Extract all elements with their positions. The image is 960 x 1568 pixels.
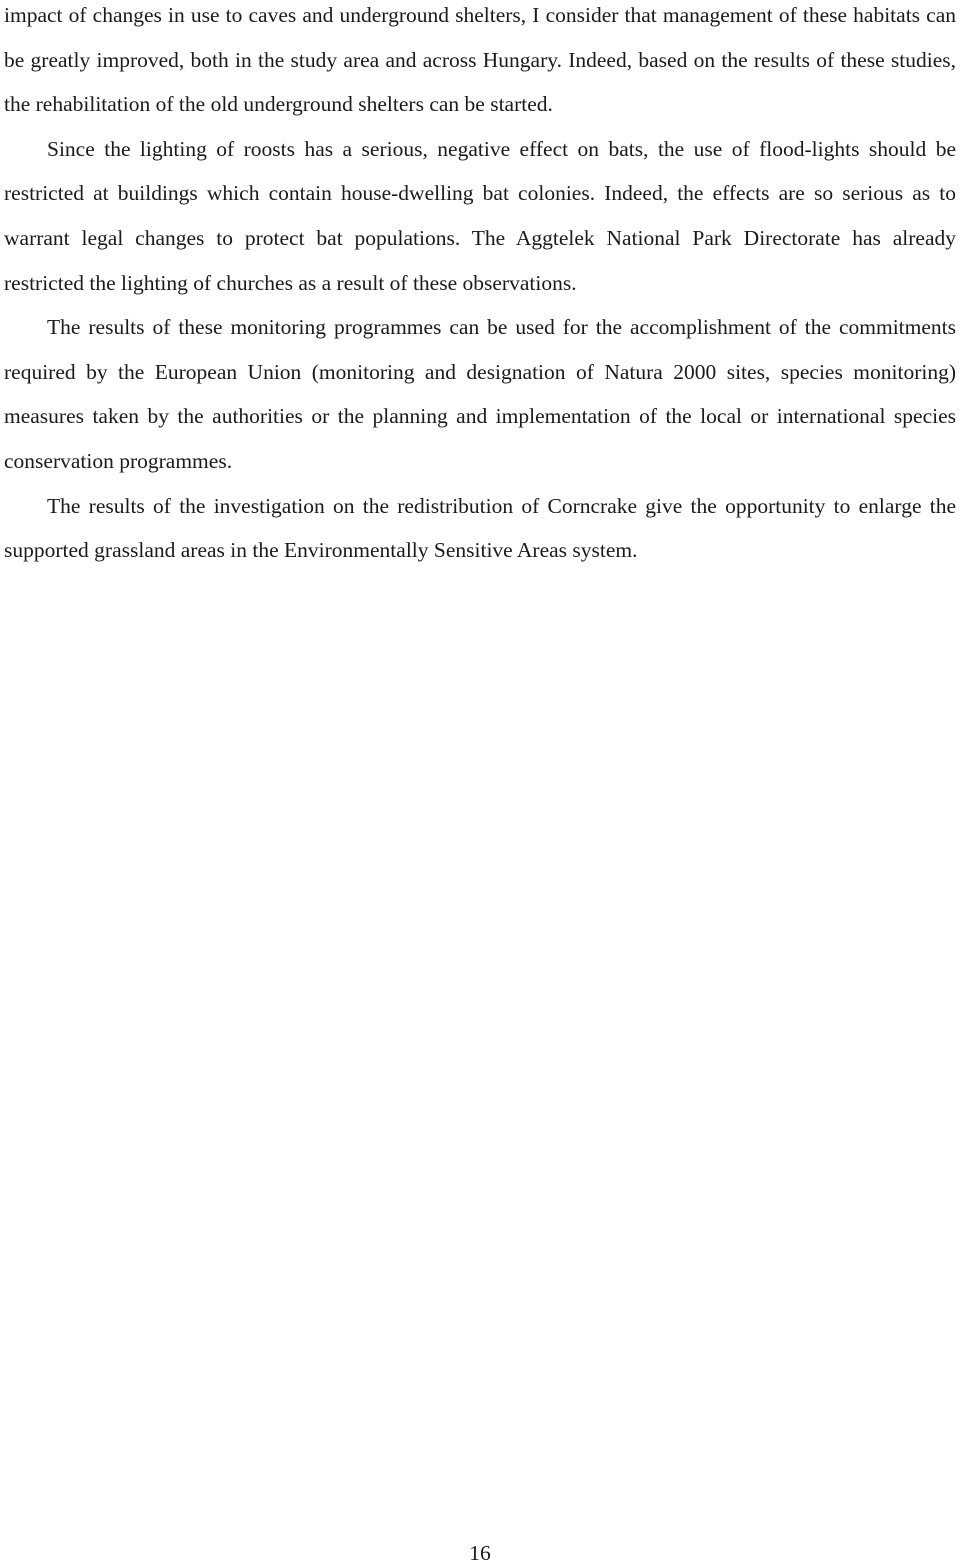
paragraph-4: The results of the investigation on the redistribution of Corncrake give the opportunity to enlarge the supported grassland areas in the Environmentally Sensitive Areas system. [4, 493, 956, 563]
paragraph-2: Since the lighting of roosts has a serious, negative effect on bats, the use of flood-lights should be restricted at buildings which contain house-dwelling bat colonies. Indeed, the effects are so serious as to warrant legal changes to protect bat populations. The Aggtelek National Park Directorate has already restricted the lighting of churches as a result of these observations. [4, 136, 956, 295]
paragraph-3: The results of these monitoring programmes can be used for the accomplishment of the commitments required by the European Union (monitoring and designation of Natura 2000 sites, species monitoring) measures taken by the authorities or the planning and implementation of the local or international species conservation programmes. [4, 315, 956, 473]
paragraph-1: impact of changes in use to caves and underground shelters, I consider that management of these habitats can be greatly improved, both in the study area and across Hungary. Indeed, based on the results of these studies, the rehabilitation of the old underground shelters can be started. [4, 3, 956, 117]
document-page [4, 0, 956, 1564]
body-text [4, 0, 956, 573]
page-number: 16 [469, 1541, 491, 1565]
